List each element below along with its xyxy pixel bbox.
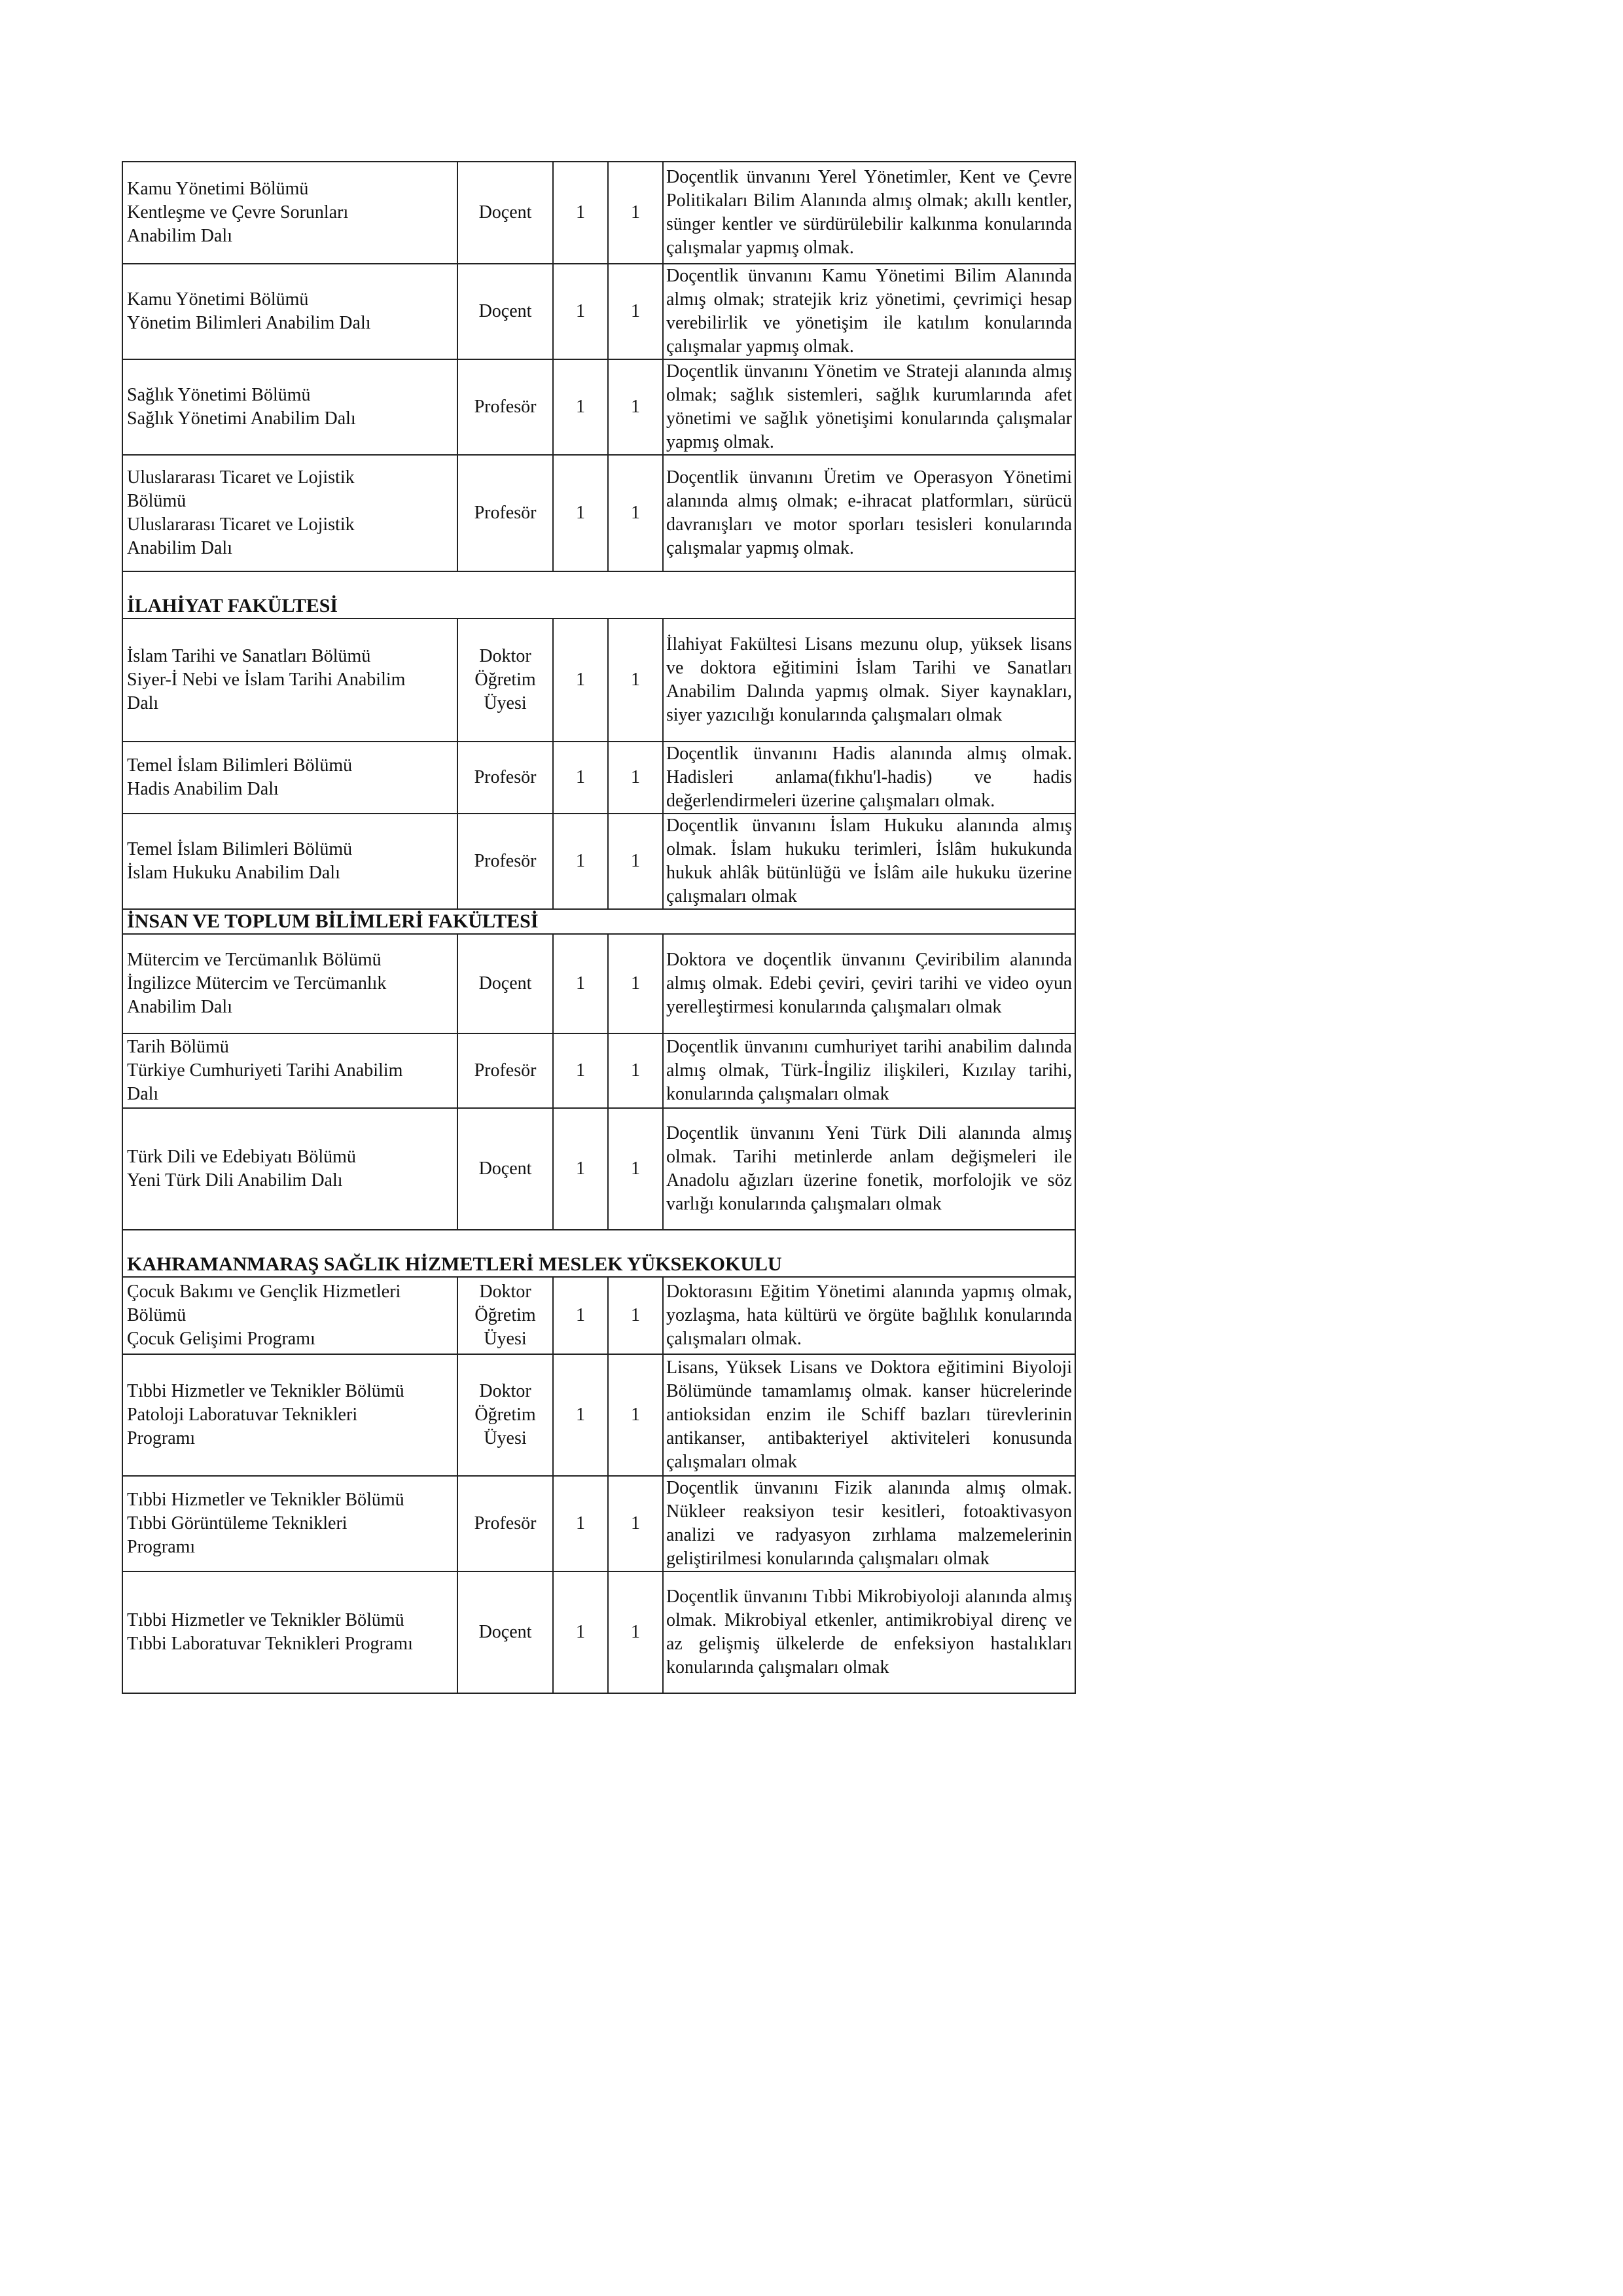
position-count-cell: 1 <box>553 619 608 742</box>
section-title: İLAHİYAT FAKÜLTESİ <box>122 571 1075 619</box>
unit-line: Bölümü <box>127 1305 187 1325</box>
academic-title-line: Öğretim <box>474 1305 536 1325</box>
degree-count-cell: 1 <box>608 162 663 264</box>
degree-count-cell: 1 <box>608 1354 663 1476</box>
unit-line: Uluslararası Ticaret ve Lojistik <box>127 514 355 535</box>
degree-count-cell: 1 <box>608 1108 663 1230</box>
degree-count-cell: 1 <box>608 1571 663 1693</box>
unit-line: Türk Dili ve Edebiyatı Bölümü <box>127 1147 356 1167</box>
table-row <box>122 814 1075 909</box>
academic-title-cell <box>457 742 553 814</box>
unit-line: İngilizce Mütercim ve Tercümanlık <box>127 973 387 994</box>
degree-count-cell: 1 <box>608 264 663 359</box>
unit-line: İslam Hukuku Anabilim Dalı <box>127 863 340 883</box>
academic-title-cell <box>457 1476 553 1571</box>
unit-line: Tıbbi Hizmetler ve Teknikler Bölümü <box>127 1490 404 1510</box>
unit-line: Tıbbi Laboratuvar Teknikleri Programı <box>127 1634 413 1654</box>
unit-cell <box>122 1354 457 1476</box>
academic-title-cell <box>457 264 553 359</box>
requirement-cell: Doçentlik ünvanını Hadis alanında almış olmak. Hadisleri anlama(fıkhu'l-hadis) ve hadis değerlendirmeleri üzerine çalışmaları olmak. <box>663 742 1075 814</box>
unit-line: Temel İslam Bilimleri Bölümü <box>127 755 353 776</box>
position-table-page <box>122 161 1075 1694</box>
degree-count-cell: 1 <box>608 1033 663 1108</box>
academic-title-line: Doktor <box>479 1282 531 1302</box>
academic-title-line: Üyesi <box>484 1329 527 1349</box>
degree-count-cell: 1 <box>608 742 663 814</box>
unit-line: Programı <box>127 1428 196 1448</box>
unit-line: Anabilim Dalı <box>127 997 232 1017</box>
unit-line: Tıbbi Hizmetler ve Teknikler Bölümü <box>127 1610 404 1630</box>
unit-line: Sağlık Yönetimi Bölümü <box>127 385 311 405</box>
unit-line: Anabilim Dalı <box>127 538 232 558</box>
unit-line: Siyer-İ Nebi ve İslam Tarihi Anabilim <box>127 670 406 690</box>
academic-title-cell <box>457 1277 553 1354</box>
requirement-cell: Doçentlik ünvanını Tıbbi Mikrobiyoloji alanında almış olmak. Mikrobiyal etkenler, antimikrobiyal direnç ve az gelişmiş ülkelerde de enfeksiyon hastalıkları konularında çalışmaları olmak <box>663 1571 1075 1693</box>
table-row <box>122 1571 1075 1693</box>
unit-line: Sağlık Yönetimi Anabilim Dalı <box>127 408 356 429</box>
academic-title-line: Doçent <box>478 202 532 223</box>
requirement-cell: İlahiyat Fakültesi Lisans mezunu olup, yüksek lisans ve doktora eğitimini İslam Tarihi ve Sanatları Anabilim Dalında yapmış olmak. Siyer kaynakları, siyer yazıcılığı konularında çalışmaları olmak <box>663 619 1075 742</box>
position-count-cell: 1 <box>553 1354 608 1476</box>
position-count-cell: 1 <box>553 455 608 571</box>
academic-title-line: Profesör <box>474 397 537 417</box>
degree-count-cell: 1 <box>608 619 663 742</box>
degree-count-cell: 1 <box>608 934 663 1033</box>
position-count-cell: 1 <box>553 1476 608 1571</box>
degree-count-cell: 1 <box>608 814 663 909</box>
position-count-cell: 1 <box>553 934 608 1033</box>
requirement-cell: Doktora ve doçentlik ünvanını Çeviribilim alanında almış olmak. Edebi çeviri, çeviri tarihi ve video oyun yerelleştirmesi konularında çalışmaları olmak <box>663 934 1075 1033</box>
unit-line: Kamu Yönetimi Bölümü <box>127 289 309 310</box>
academic-title-line: Öğretim <box>474 670 536 690</box>
position-count-cell: 1 <box>553 264 608 359</box>
academic-title-line: Profesör <box>474 851 537 871</box>
unit-cell <box>122 1571 457 1693</box>
requirement-cell: Doktorasını Eğitim Yönetimi alanında yapmış olmak, yozlaşma, hata kültürü ve örgüte bağlılık konularında çalışmaları olmak. <box>663 1277 1075 1354</box>
academic-title-line: Öğretim <box>474 1405 536 1425</box>
unit-line: İslam Tarihi ve Sanatları Bölümü <box>127 646 371 666</box>
academic-title-cell <box>457 1108 553 1230</box>
unit-line: Temel İslam Bilimleri Bölümü <box>127 839 353 859</box>
table-row <box>122 1354 1075 1476</box>
academic-title-line: Doktor <box>479 1381 531 1401</box>
unit-cell <box>122 1476 457 1571</box>
unit-cell <box>122 934 457 1033</box>
section-header-row <box>122 909 1075 934</box>
unit-line: Tarih Bölümü <box>127 1037 229 1057</box>
section-header-row <box>122 1230 1075 1277</box>
requirement-cell: Doçentlik ünvanını Kamu Yönetimi Bilim Alanında almış olmak; stratejik kriz yönetimi, çevrimiçi hesap verebilirlik ve yönetişim ile katılım konularında çalışmalar yapmış olmak. <box>663 264 1075 359</box>
section-header-row <box>122 571 1075 619</box>
table-row <box>122 742 1075 814</box>
requirement-cell: Doçentlik ünvanını cumhuriyet tarihi anabilim dalında almış olmak, Türk-İngiliz ilişkileri, Kızılay tarihi, konularında çalışmaları olmak <box>663 1033 1075 1108</box>
academic-title-line: Doktor <box>479 646 531 666</box>
unit-cell <box>122 1277 457 1354</box>
academic-title-line: Profesör <box>474 503 537 523</box>
table-row <box>122 264 1075 359</box>
table-row <box>122 619 1075 742</box>
position-count-cell: 1 <box>553 814 608 909</box>
table-row <box>122 1108 1075 1230</box>
academic-title-line: Doçent <box>478 1622 532 1642</box>
faculty-positions-table <box>122 161 1076 1694</box>
academic-title-line: Profesör <box>474 767 537 787</box>
unit-cell <box>122 1033 457 1108</box>
requirement-cell: Doçentlik ünvanını Yeni Türk Dili alanında almış olmak. Tarihi metinlerde anlam değişmeleri ile Anadolu ağızları üzerine fonetik, morfolojik ve söz varlığı konularında çalışmaları olmak <box>663 1108 1075 1230</box>
academic-title-cell <box>457 359 553 455</box>
requirement-cell: Lisans, Yüksek Lisans ve Doktora eğitimini Biyoloji Bölümünde tamamlamış olmak. kanser hücrelerinde antioksidan enzim ile Schiff bazları türevlerinin antikanser, antibakteriyel aktiviteleri konusunda çalışmaları olmak <box>663 1354 1075 1476</box>
position-count-cell: 1 <box>553 1033 608 1108</box>
position-count-cell: 1 <box>553 1108 608 1230</box>
academic-title-cell <box>457 619 553 742</box>
table-row <box>122 455 1075 571</box>
unit-line: Programı <box>127 1537 196 1557</box>
unit-line: Patoloji Laboratuvar Teknikleri <box>127 1405 358 1425</box>
requirement-cell: Doçentlik ünvanını İslam Hukuku alanında almış olmak. İslam hukuku terimleri, İslâm hukukunda hukuk ahlâk bütünlüğü ve İslâm aile hukuku üzerine çalışmaları olmak <box>663 814 1075 909</box>
unit-line: Tıbbi Hizmetler ve Teknikler Bölümü <box>127 1381 404 1401</box>
table-row <box>122 162 1075 264</box>
academic-title-line: Doçent <box>478 1158 532 1179</box>
position-count-cell: 1 <box>553 1571 608 1693</box>
unit-line: Hadis Anabilim Dalı <box>127 779 279 799</box>
unit-cell <box>122 742 457 814</box>
unit-cell <box>122 359 457 455</box>
table-row <box>122 1277 1075 1354</box>
unit-cell <box>122 264 457 359</box>
requirement-cell: Doçentlik ünvanını Fizik alanında almış olmak. Nükleer reaksiyon tesir kesitleri, fotoaktivasyon analizi ve radyasyon zırhlama malzemelerinin geliştirilmesi konularında çalışmaları olmak <box>663 1476 1075 1571</box>
position-count-cell: 1 <box>553 742 608 814</box>
academic-title-cell <box>457 455 553 571</box>
position-count-cell: 1 <box>553 359 608 455</box>
unit-line: Kamu Yönetimi Bölümü <box>127 179 309 199</box>
academic-title-cell <box>457 814 553 909</box>
position-count-cell: 1 <box>553 162 608 264</box>
academic-title-line: Profesör <box>474 1513 537 1534</box>
academic-title-line: Üyesi <box>484 693 527 713</box>
unit-line: Yönetim Bilimleri Anabilim Dalı <box>127 313 371 333</box>
unit-line: Çocuk Bakımı ve Gençlik Hizmetleri <box>127 1282 401 1302</box>
section-title: KAHRAMANMARAŞ SAĞLIK HİZMETLERİ MESLEK YÜKSEKOKULU <box>122 1230 1075 1277</box>
academic-title-line: Profesör <box>474 1060 537 1081</box>
unit-line: Bölümü <box>127 491 187 511</box>
table-row <box>122 1033 1075 1108</box>
academic-title-line: Doçent <box>478 301 532 321</box>
table-row <box>122 934 1075 1033</box>
unit-line: Kentleşme ve Çevre Sorunları <box>127 202 349 223</box>
unit-cell <box>122 455 457 571</box>
academic-title-cell <box>457 1033 553 1108</box>
requirement-cell: Doçentlik ünvanını Yerel Yönetimler, Kent ve Çevre Politikaları Bilim Alanında almış olmak; akıllı kentler, sünger kentler ve sürdürülebilir kalkınma konularında çalışmalar yapmış olmak. <box>663 162 1075 264</box>
degree-count-cell: 1 <box>608 1476 663 1571</box>
unit-line: Türkiye Cumhuriyeti Tarihi Anabilim <box>127 1060 403 1081</box>
academic-title-line: Üyesi <box>484 1428 527 1448</box>
requirement-cell: Doçentlik ünvanını Yönetim ve Strateji alanında almış olmak; sağlık sistemleri, sağlık kurumlarında afet yönetimi ve sağlık yönetişimi konularında çalışmalar yapmış olmak. <box>663 359 1075 455</box>
unit-line: Mütercim ve Tercümanlık Bölümü <box>127 950 382 970</box>
table-body <box>122 162 1075 1693</box>
academic-title-line: Doçent <box>478 973 532 994</box>
degree-count-cell: 1 <box>608 1277 663 1354</box>
academic-title-cell <box>457 934 553 1033</box>
requirement-cell: Doçentlik ünvanını Üretim ve Operasyon Yönetimi alanında almış olmak; e-ihracat platformları, sürücü davranışları ve motor sporları tesisleri konularında çalışmalar yapmış olmak. <box>663 455 1075 571</box>
academic-title-cell <box>457 162 553 264</box>
academic-title-cell <box>457 1354 553 1476</box>
degree-count-cell: 1 <box>608 359 663 455</box>
unit-line: Anabilim Dalı <box>127 226 232 246</box>
section-title: İNSAN VE TOPLUM BİLİMLERİ FAKÜLTESİ <box>122 909 1075 934</box>
unit-line: Yeni Türk Dili Anabilim Dalı <box>127 1170 343 1191</box>
unit-line: Uluslararası Ticaret ve Lojistik <box>127 467 355 488</box>
table-row <box>122 359 1075 455</box>
academic-title-cell <box>457 1571 553 1693</box>
unit-line: Dalı <box>127 1084 159 1104</box>
unit-cell <box>122 162 457 264</box>
unit-cell <box>122 619 457 742</box>
table-row <box>122 1476 1075 1571</box>
unit-line: Dalı <box>127 693 159 713</box>
unit-cell <box>122 1108 457 1230</box>
degree-count-cell: 1 <box>608 455 663 571</box>
unit-line: Çocuk Gelişimi Programı <box>127 1329 315 1349</box>
unit-cell <box>122 814 457 909</box>
unit-line: Tıbbi Görüntüleme Teknikleri <box>127 1513 348 1534</box>
position-count-cell: 1 <box>553 1277 608 1354</box>
